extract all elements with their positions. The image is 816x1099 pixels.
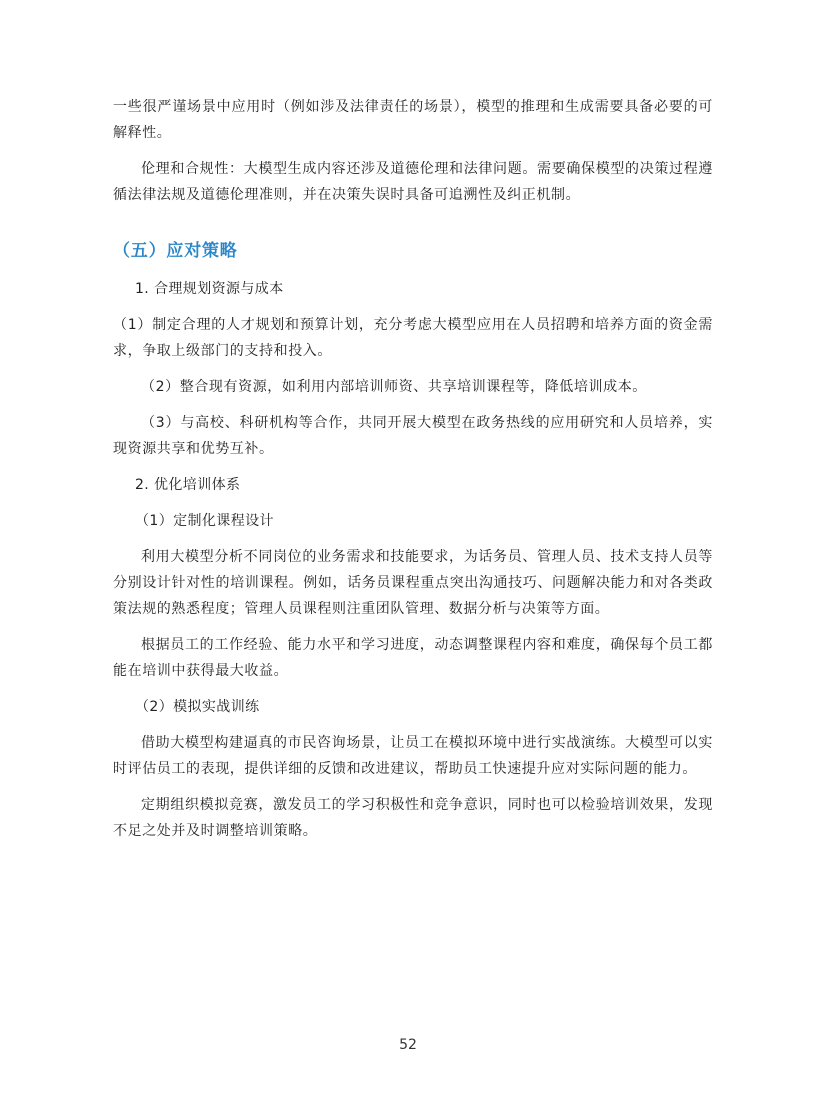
list-item: （3）与高校、科研机构等合作，共同开展大模型在政务热线的应用研究和人员培养，实现资源共享和优势互补。 <box>113 415 713 457</box>
list-item: （1）制定合理的人才规划和预算计划，充分考虑大模型应用在人员招聘和培养方面的资金需求，争取上级部门的支持和投入。 <box>113 317 713 359</box>
section-heading: （五）应对策略 <box>113 241 238 261</box>
subsection-title-training: 2. 优化培训体系 <box>135 477 241 493</box>
paragraph-dynamic-adjust: 根据员工的工作经验、能力水平和学习进度，动态调整课程内容和难度，确保每个员工都能在培训中获得最大收益。 <box>113 637 713 679</box>
part-title-simulation: （2）模拟实战训练 <box>135 699 260 715</box>
page-content <box>113 94 713 854</box>
paragraph-simulation-scenario: 借助大模型构建逼真的市民咨询场景，让员工在模拟环境中进行实战演练。大模型可以实时评估员工的表现，提供详细的反馈和改进建议，帮助员工快速提升应对实际问题的能力。 <box>113 735 713 777</box>
part-title-custom-courses: （1）定制化课程设计 <box>135 513 274 529</box>
paragraph-simulation-contest: 定期组织模拟竞赛，激发员工的学习积极性和竞争意识，同时也可以检验培训效果，发现不足之处并及时调整培训策略。 <box>113 797 713 839</box>
list-item: （2）整合现有资源，如利用内部培训师资、共享培训课程等，降低培训成本。 <box>141 379 647 395</box>
paragraph-ethics-compliance: 伦理和合规性：大模型生成内容还涉及道德伦理和法律问题。需要确保模型的决策过程遵循法律法规及道德伦理准则，并在决策失误时具备可追溯性及纠正机制。 <box>113 161 713 203</box>
paragraph-explainability: 一些很严谨场景中应用时（例如涉及法律责任的场景），模型的推理和生成需要具备必要的可解释性。 <box>113 99 713 141</box>
paragraph-course-design: 利用大模型分析不同岗位的业务需求和技能要求，为话务员、管理人员、技术支持人员等分别设计针对性的培训课程。例如，话务员课程重点突出沟通技巧、问题解决能力和对各类政策法规的熟悉程度；管理人员课程则注重团队管理、数据分析与决策等方面。 <box>113 549 713 617</box>
subsection-title-resources: 1. 合理规划资源与成本 <box>135 281 284 297</box>
page-number: 52 <box>399 1037 417 1053</box>
